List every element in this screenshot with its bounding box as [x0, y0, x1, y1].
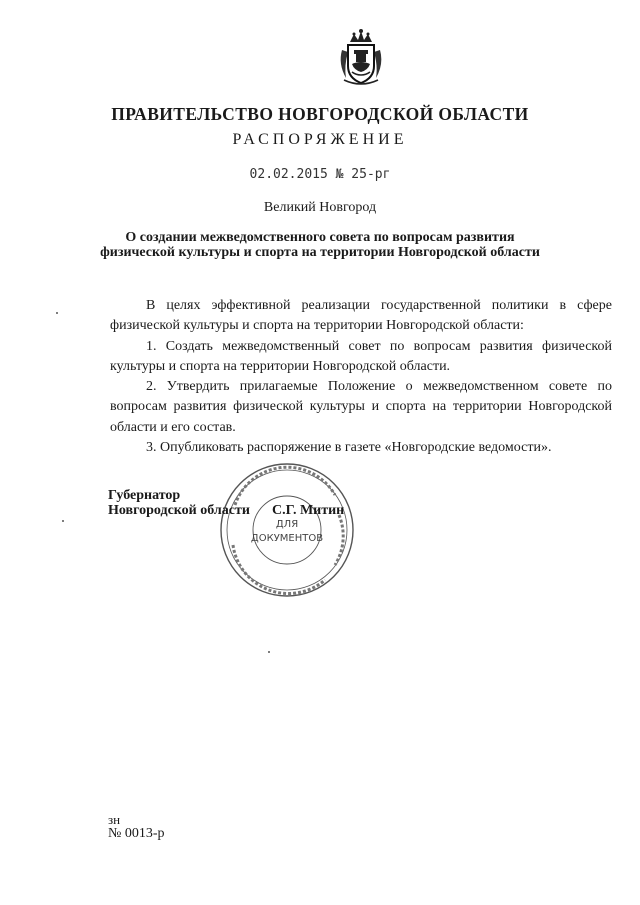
stamp-text: ДОКУМЕНТОВ [250, 533, 324, 544]
signature-name: С.Г. Митин [272, 503, 345, 518]
document-subject [100, 230, 540, 260]
official-stamp [215, 455, 360, 605]
signature-title-line: Губернатор [108, 488, 181, 503]
document-place: Великий Новгород [263, 200, 377, 215]
subject-line: О создании межведомственного совета по вопросам развития [125, 230, 515, 245]
registration-number: № 0013-р [108, 826, 165, 841]
body-paragraph-item-1: 1. Создать межведомственный совет по вопросам развития физической культуры и спорта на территории Новгородской области. [110, 338, 612, 374]
document-type: РАСПОРЯЖЕНИЕ [232, 131, 408, 148]
executor-initials: зн [108, 812, 121, 827]
body-paragraph-item-2: 2. Утвердить прилагаемые Положение о межведомственном совете по вопросам развития физической культуры и спорта на территории Новгородской области и его состав. [110, 379, 612, 435]
body-paragraph-preamble: В целях эффективной реализации государственной политики в сфере физической культуры и спорта на территории Новгородской области: [110, 298, 612, 334]
signature-title [108, 488, 250, 518]
coat-of-arms-icon [338, 28, 384, 86]
scan-speck [268, 651, 270, 653]
body-paragraph-item-3: 3. Опубликовать распоряжение в газете «Новгородские ведомости». [146, 440, 552, 456]
subject-line: физической культуры и спорта на территории Новгородской области [100, 245, 540, 260]
signature-title-line: Новгородской области [108, 503, 250, 518]
document-body [110, 296, 612, 458]
document-date-number: 02.02.2015 № 25-рг [249, 167, 391, 182]
government-title: ПРАВИТЕЛЬСТВО НОВГОРОДСКОЙ ОБЛАСТИ [111, 104, 529, 124]
scan-speck [62, 520, 64, 522]
stamp-text: ДЛЯ [275, 519, 299, 530]
scan-speck [56, 312, 58, 314]
